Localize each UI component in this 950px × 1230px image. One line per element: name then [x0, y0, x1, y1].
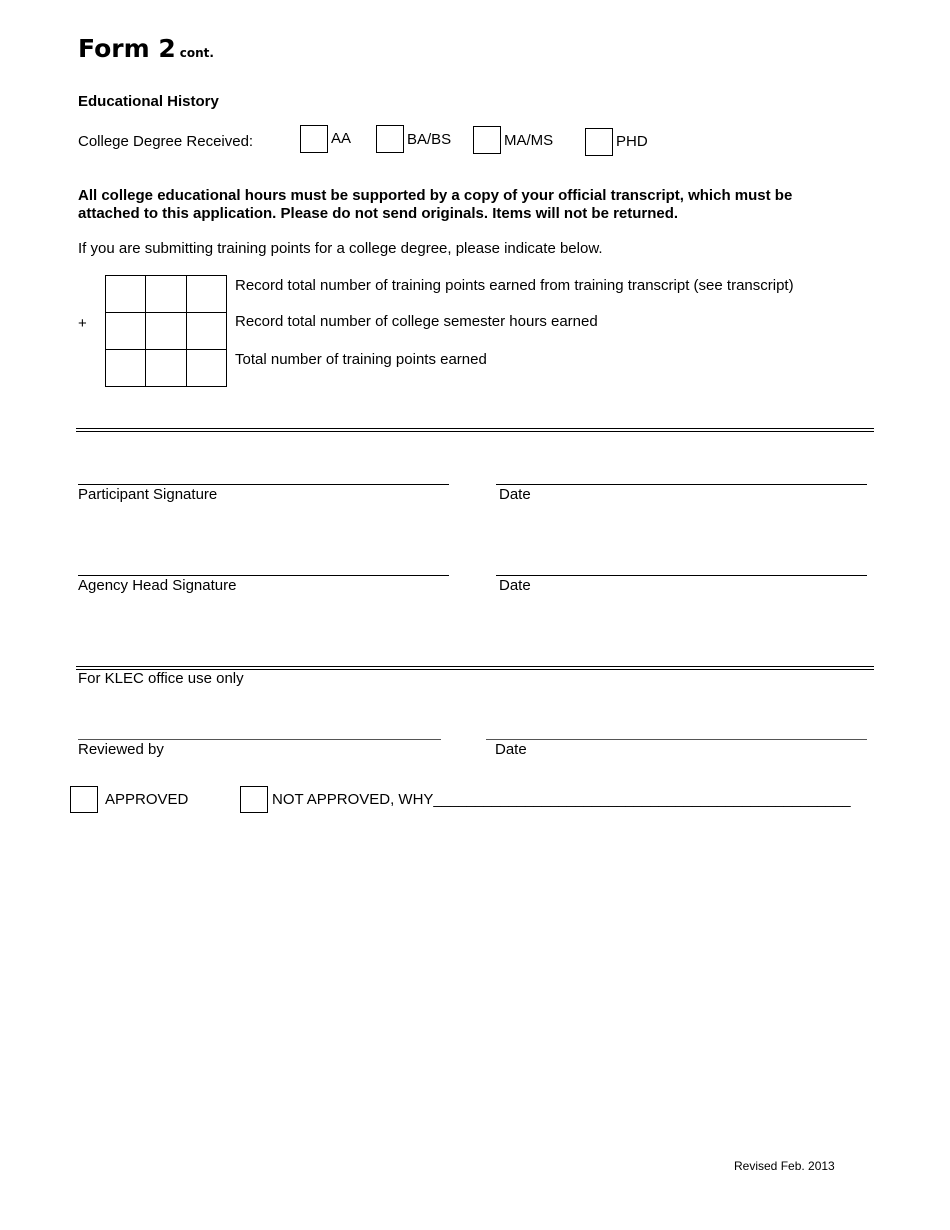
grid-cell[interactable] — [186, 313, 226, 350]
grid-cell[interactable] — [106, 313, 146, 350]
grid-row-label-semester-hours: Record total number of college semester hours earned — [235, 313, 598, 330]
approved-checkbox[interactable] — [70, 786, 98, 813]
degree-checkbox-phd[interactable] — [585, 128, 613, 156]
plus-sign: + — [78, 315, 87, 332]
training-points-instruction: If you are submitting training points for a college degree, please indicate below. — [78, 240, 603, 257]
degree-option-phd: PHD — [616, 133, 648, 150]
degree-option-mams: MA/MS — [504, 132, 554, 149]
grid-cell[interactable] — [146, 313, 186, 350]
degree-checkbox-babs[interactable] — [376, 125, 404, 153]
participant-signature-line[interactable] — [78, 484, 449, 485]
degree-checkbox-mams[interactable] — [473, 126, 501, 154]
approved-label: APPROVED — [105, 791, 189, 808]
participant-date-line[interactable] — [496, 484, 867, 485]
agency-date-line[interactable] — [496, 575, 867, 576]
degree-option-babs: BA/BS — [407, 131, 452, 148]
agency-signature-line[interactable] — [78, 575, 449, 576]
not-approved-label: NOT APPROVED, WHY — [272, 791, 434, 808]
grid-cell[interactable] — [146, 350, 186, 387]
grid-row-semester-hours — [106, 313, 227, 350]
agency-date-label: Date — [499, 577, 531, 594]
transcript-notice: All college educational hours must be supported by a copy of your official transcript, which must be attached to this application. Please do not send originals. Items will not be returned. — [78, 187, 793, 222]
office-use-heading: For KLEC office use only — [78, 670, 244, 687]
grid-cell[interactable] — [186, 350, 226, 387]
section-title: Educational History — [78, 93, 219, 110]
degree-option-aa: AA — [331, 130, 352, 147]
not-approved-reason[interactable] — [272, 791, 851, 809]
not-approved-checkbox[interactable] — [240, 786, 268, 813]
grid-row-label-total-points: Total number of training points earned — [235, 351, 487, 368]
grid-cell[interactable] — [106, 350, 146, 387]
revision-date: Revised Feb. 2013 — [734, 1159, 835, 1173]
form-title — [78, 34, 214, 68]
grid-cell[interactable] — [106, 276, 146, 313]
degree-label: College Degree Received: — [78, 133, 254, 150]
section-divider — [76, 428, 874, 432]
grid-cell[interactable] — [186, 276, 226, 313]
reviewed-date-label: Date — [495, 741, 527, 758]
agency-signature-label: Agency Head Signature — [78, 577, 237, 594]
not-approved-blank: __________________________________________________ — [433, 791, 851, 808]
degree-checkbox-aa[interactable] — [300, 125, 328, 153]
participant-date-label: Date — [499, 486, 531, 503]
grid-cell[interactable] — [146, 276, 186, 313]
participant-signature-label: Participant Signature — [78, 486, 218, 503]
reviewed-date-line[interactable] — [486, 739, 867, 740]
form-title-text: Form 2 — [78, 34, 176, 63]
points-grid — [105, 275, 227, 387]
grid-row-total-points — [106, 350, 227, 387]
grid-row-training-points — [106, 276, 227, 313]
form-title-suffix: cont. — [179, 46, 214, 60]
reviewed-by-line[interactable] — [78, 739, 441, 740]
grid-row-label-training-points: Record total number of training points earned from training transcript (see transcript) — [235, 277, 794, 294]
reviewed-by-label: Reviewed by — [78, 741, 164, 758]
